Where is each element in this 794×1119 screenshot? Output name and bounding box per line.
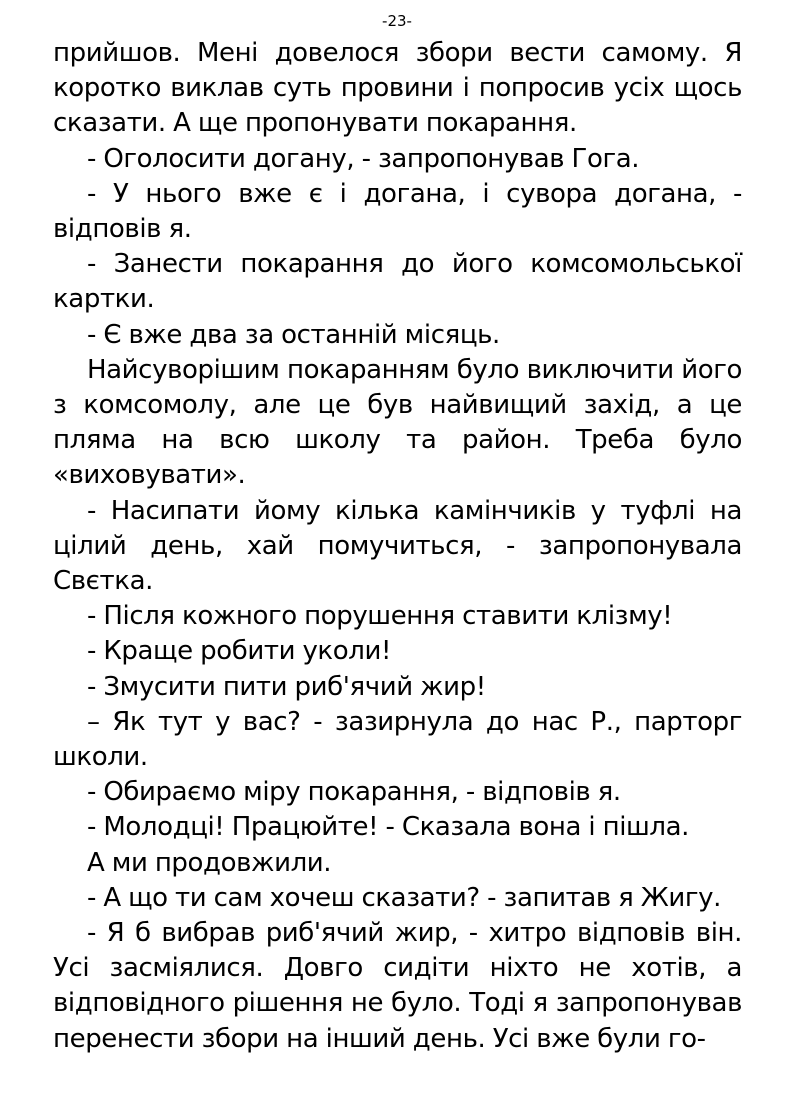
paragraph: - Змусити пити риб'ячий жир! [87,671,486,702]
paragraph: - Молодці! Працюйте! - Сказала вона і пішла. [87,812,690,843]
paragraph: - Є вже два за останній місяць. [87,319,500,350]
paragraph: - Обираємо міру покарання, - відповів я. [87,777,621,808]
paragraph: - Насипати йому кілька камінчиків у туфлі на цілий день, хай помучиться, - запропонувала Свєтка. [53,495,742,597]
paragraph: - Я б вибрав риб'ячий жир, - хитро відповів він. Усі засміялися. Довго сидіти ніхто не хотів, а відповідного рішення не було. Тоді я запропонував перенести збори на інший день. Усі вже були го- [53,918,742,1054]
paragraph: - А що ти сам хочеш сказати? - запитав я Жигу. [87,882,721,913]
paragraph: - Оголосити догану, - запропонував Гога. [87,143,640,174]
paragraph: - У нього вже є і догана, і сувора догана, - відповів я. [53,178,742,245]
text-body [53,36,742,1057]
paragraph: - Після кожного порушення ставити клізму! [87,601,673,632]
paragraph: - Занести покарання до його комсомольської картки. [53,249,742,315]
paragraph: – Як тут у вас? - зазирнула до нас Р., парторг школи. [53,706,742,773]
paragraph: Найсуворішим покаранням було виключити його з комсомолу, але це був найвищий захід, а це пляма на всю школу та район. Треба було «виховувати». [53,354,742,491]
page-number: -23- [382,12,412,30]
paragraph: прийшов. Мені довелося збори вести самому. Я коротко виклав суть провини і попросив усіх щось сказати. А ще пропонувати покарання. [53,38,742,139]
paragraph: - Краще робити уколи! [87,636,391,667]
paragraph: А ми продовжили. [87,847,332,878]
